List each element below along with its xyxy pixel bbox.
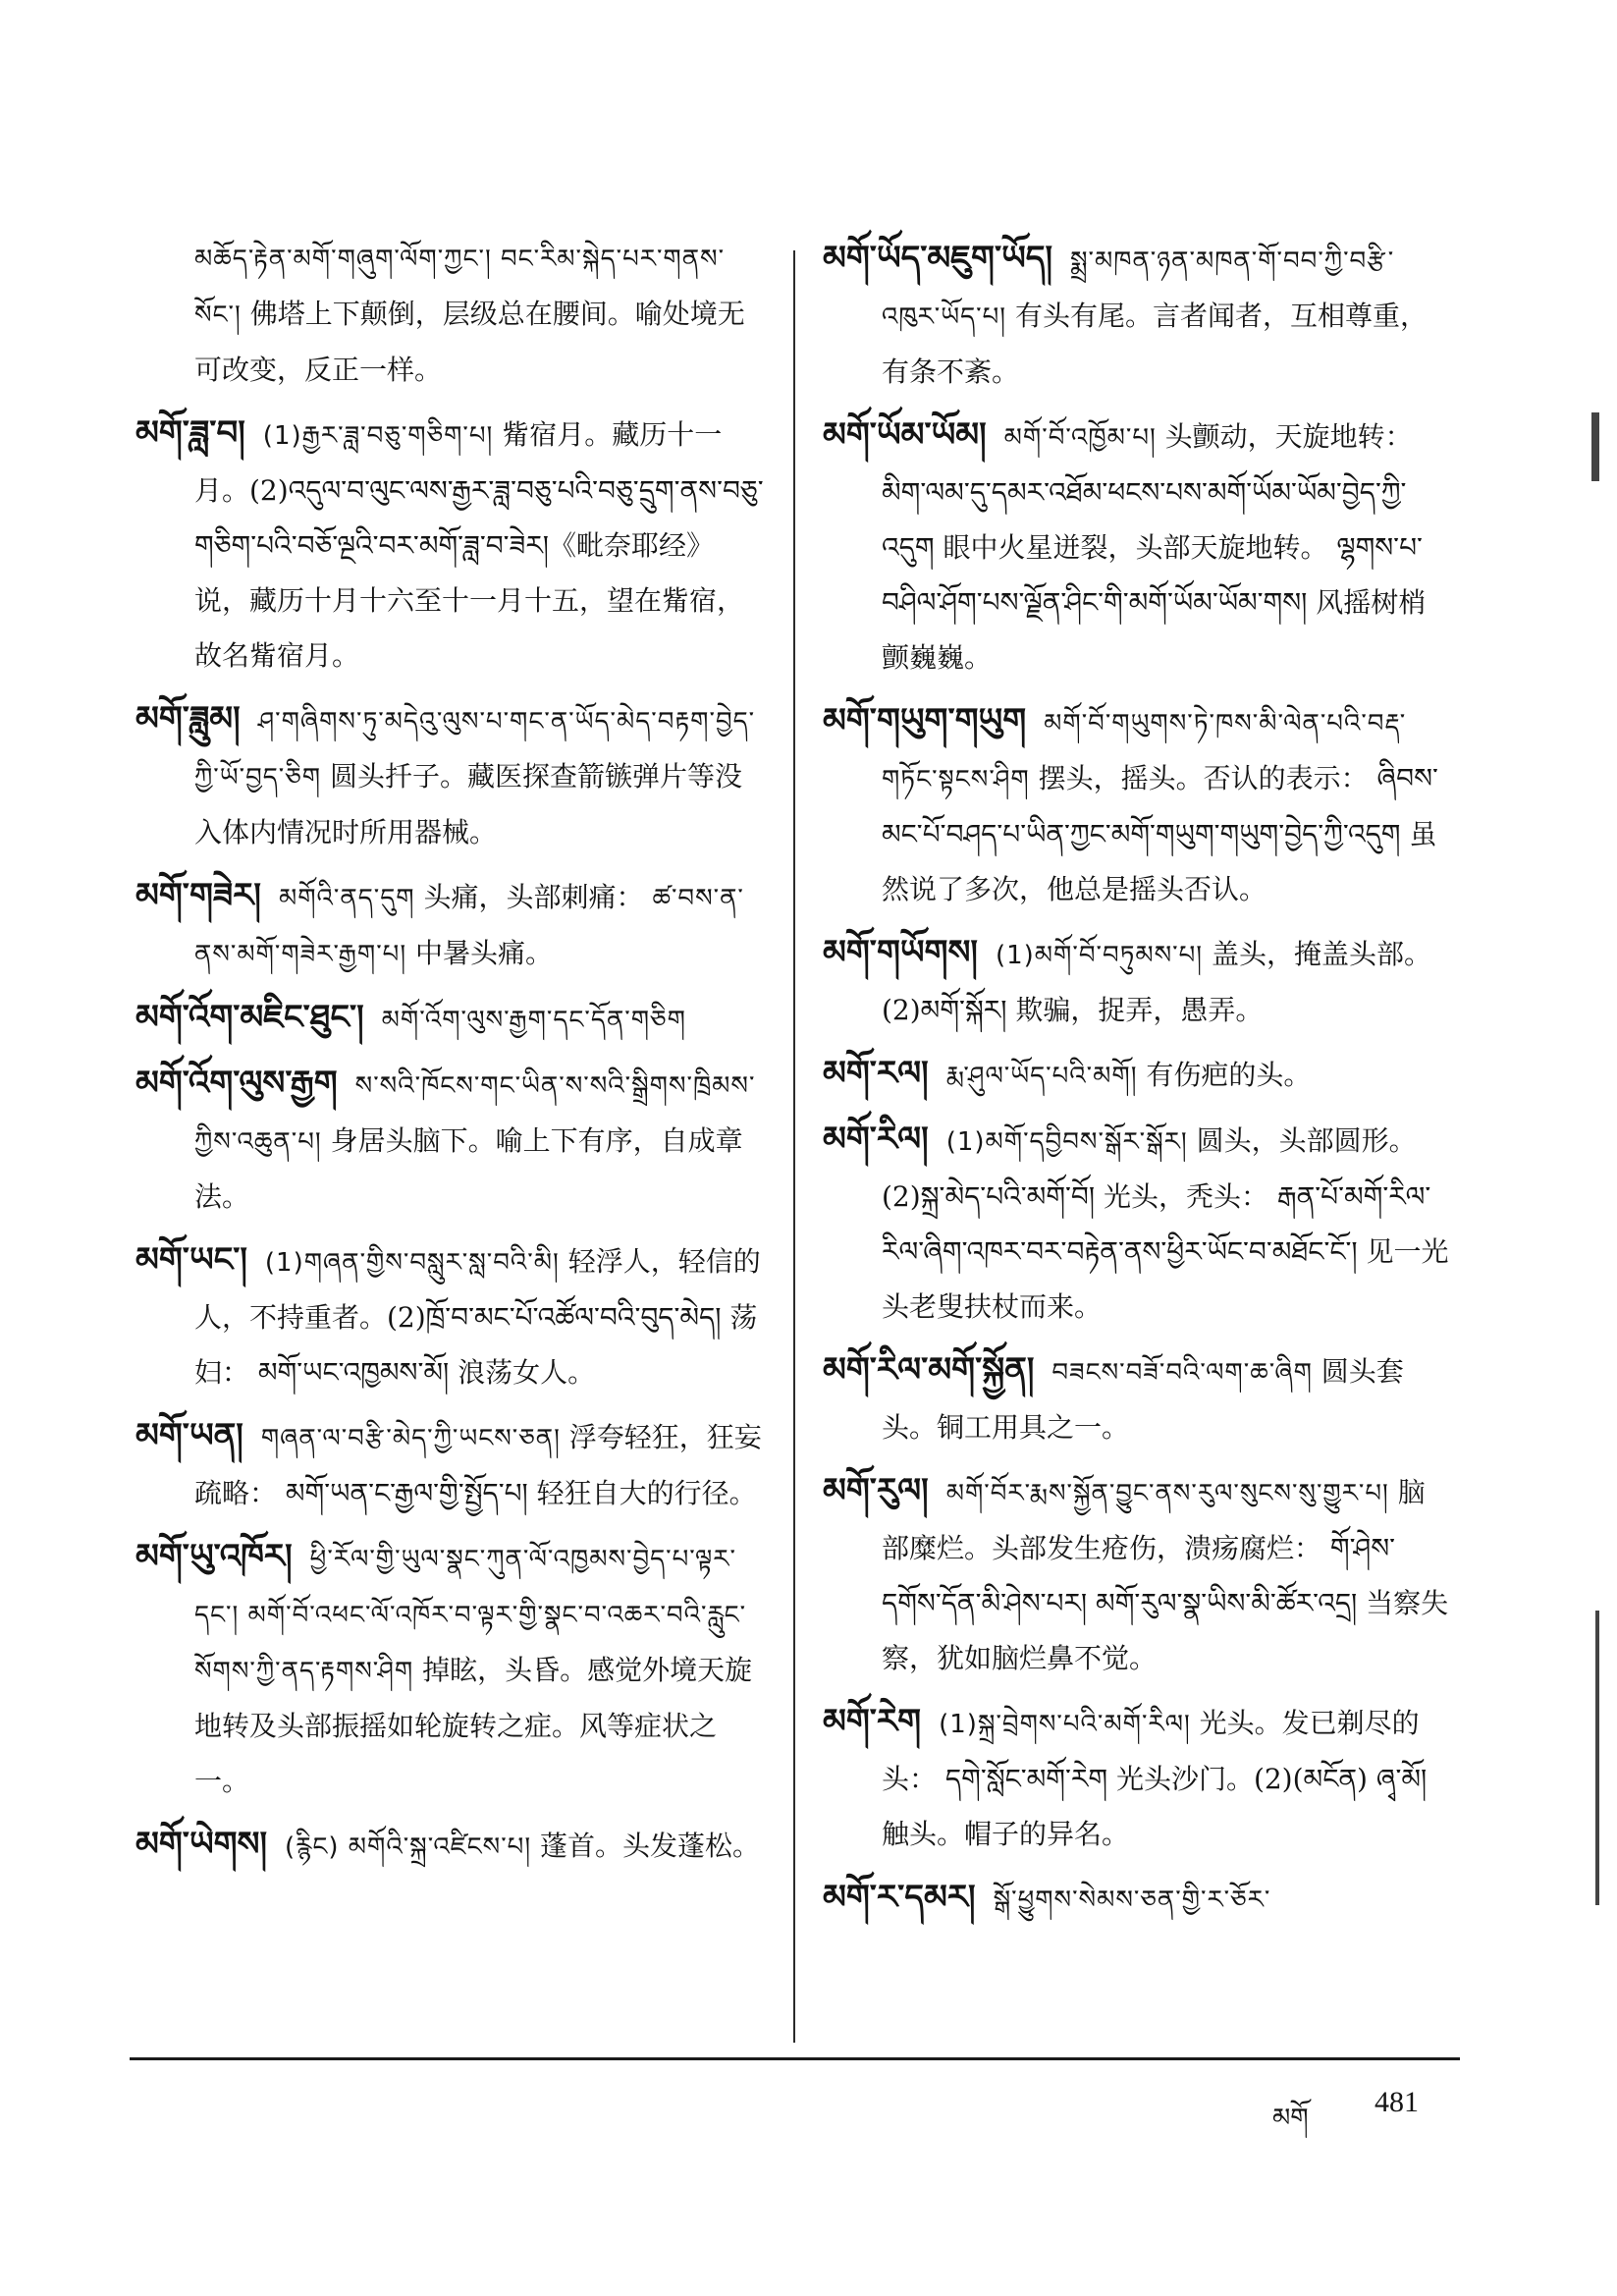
entry-r3 [823,925,1451,1038]
entry-tibetan: ཚ་བས་ན་ནས་མགོ་གཟེར་རྒྱག་པ། [194,884,744,969]
entry-0 [135,231,764,398]
edge-mark [1591,412,1599,481]
entry-chinese: 脑部糜烂。头部发生疮伤，溃疡腐烂： གོ་ཤེས་དགོས་དོན་མི་ཤེས་པར། མགོ་རུལ་སྣ་ཡིས་མི་ཚོར་འདྲ། 当察失察，犹如脑烂鼻不觉。 [882,1476,1449,1674]
entry-chinese: 佛塔上下颠倒，层级总在腰间。喻处境无可改变，反正一样。 [194,298,745,386]
headword: མགོ་རལ། [823,1054,929,1093]
headword: མགོ་ཡོམ་ཡོམ། [823,415,987,455]
entry-tibetan: མགོ་འོག་ལུས་རྒྱག་དང་དོན་གཅིག [381,1006,686,1035]
entry-chinese: 圆头套头。铜工用具之一。 [882,1355,1404,1444]
entry-tibetan: གཞན་ལ་བརྩི་མེད་ཀྱི་ཡངས་ཅན། [260,1424,561,1453]
entry-r2 [823,693,1451,917]
headword: མགོ་ཡེགས། [135,1825,268,1864]
headword: མགོ་རུལ། [823,1471,929,1510]
entry-chinese: 身居头脑下。喻上下有序，自成章法。 [194,1124,743,1213]
column-divider [793,250,795,2043]
headword: མགོ་འོག་ལུས་རྒྱག [135,1064,338,1103]
entry-chinese: 轻浮人，轻信的人，不持重者。(2)ཁྲོ་བ་མང་པོ་འཚོལ་བའི་བུད་མེད། 荡妇： མགོ་ཡང་འཁྱམས་མོ། 浪荡女人。 [194,1245,761,1389]
headword: མགོ་རེག [823,1702,922,1741]
entry-r4 [823,1046,1451,1104]
headword: མགོ་ཟླུམ། [135,699,241,738]
headword: མགོ་ཡོད་མཇུག་ཡོད། [823,239,1052,278]
entry-10 [135,1817,764,1875]
headword: མགོ་གཟེར། [135,876,261,915]
entry-chinese: 有头有尾。言者闻者，互相尊重，有条不紊。 [882,300,1428,388]
entry-r9 [823,1870,1451,1928]
entry-chinese: 头颤动，天旋地转： མིག་ལམ་དུ་དམར་འཐོམ་ཕངས་པས་མགོ་ཡོམ་ཡོམ་བྱེད་ཀྱི་འདུག 眼中火星迸裂，头部天旋地转。 ལྷགས་པ་བཤིལ་ཤོག་པས་ལྗོན་ཤིང་གི་མགོ་ཡོམ་ཡོམ་གས། 风摇树梢颤巍巍。 [882,420,1427,674]
entry-8 [135,1408,764,1521]
entry-tibetan: མཆོད་རྟེན་མགོ་གཞུག་ལོག་ཀྱང་། བང་རིམ་སྐེད་པར་གནས་སོང་། [194,245,726,330]
entry-chinese: 盖头，掩盖头部。(2)མགོ་སྐོར། 欺骗，捉弄，愚弄。 [882,938,1431,1026]
entry-tibetan: མགོའི་ནད་དུག [278,884,415,913]
entry-1 [135,406,764,683]
headword: མགོ་ཡུ་འཁོར། [135,1537,293,1576]
entry-chinese: 圆头扦子。藏医探查箭镞弹片等没入体内情况时所用器械。 [194,760,743,848]
edge-mark [1595,1611,1599,1905]
entry-tibetan: (1)མགོ་བོ་བཏུམས་པ། [995,941,1204,970]
left-column [135,231,764,1883]
entry-r5 [823,1112,1451,1335]
entry-tibetan: (1)རྒྱར་ཟླ་བཅུ་གཅིག་པ། [262,421,494,451]
page-number: 481 [1374,2086,1419,2118]
entry-3 [135,868,764,982]
entry-r0 [823,231,1451,400]
headword: མགོ་རིལ་མགོ་སྐྱོན། [823,1350,1035,1390]
entry-r6 [823,1342,1451,1455]
headword: མགོ་འོག་མཇིང་ཐུང་། [135,998,364,1037]
entry-chinese: 头痛，头部刺痛： [423,881,644,913]
headword: མགོ་ཡང་། [135,1240,247,1280]
entry-tibetan: (1)གཞན་གྱིས་བསླུར་སླ་བའི་མི། [264,1248,560,1278]
entry-9 [135,1529,764,1809]
entry-tibetan: ས་སའི་ཁོངས་གང་ཡིན་ས་སའི་སྒྲིགས་ཁྲིམས་ཀྱིས་འཆུན་པ། [194,1071,756,1157]
headword: མགོ་ཟླ་བ། [135,413,245,453]
entry-tibetan: སྒོ་ཕྱུགས་སེམས་ཅན་གྱི་ར་ཅོར་ [993,1886,1271,1915]
entry-chinese: 中暑头痛。 [415,937,554,969]
entry-r8 [823,1694,1451,1862]
entry-tibetan: (རྙིང) མགོའི་སྐྲ་འཛིངས་པ། [285,1832,532,1862]
headword: མགོ་ར་དམར། [823,1878,976,1917]
headword: མགོ་ཡན། [135,1416,243,1455]
headword: མགོ་གཡུག་གཡུག [823,701,1027,740]
entry-chinese: 蓬首。头发蓬松。 [540,1830,761,1862]
entry-6 [135,1056,764,1225]
entry-chinese: 光头。发已剃尽的头： དགེ་སློང་མགོ་རེག 光头沙门。(2)(མངོན) ཞྭ་མོ། 触头。帽子的异名。 [882,1707,1428,1850]
running-footer-word: མགོ [1272,2104,1309,2133]
entry-chinese: 摆头，摇头。否认的表示： ཞིབས་མང་པོ་བཤད་པ་ཡིན་ཀྱང་མགོ་གཡུག་གཡུག་བྱེད་ཀྱི་འདུག 虽然说了多次，他总是摇头否认。 [882,762,1438,905]
entry-2 [135,691,764,860]
entry-5 [135,990,764,1048]
entry-chinese: 有伤疤的头。 [1146,1059,1312,1091]
entry-tibetan: མགོ་བོ་གཡུགས་ཏེ་ཁས་མི་ལེན་པའི་བརྡ་གཏོང་སྟངས་ཤིག [882,709,1407,794]
headword: མགོ་གཡོགས། [823,933,978,972]
entry-tibetan: (1)སྐྲ་བྲེགས་པའི་མགོ་རིལ། [939,1710,1191,1739]
footer-rule [130,2057,1460,2060]
headword: མགོ་རིལ། [823,1120,929,1159]
entry-tibetan: མགོ་བོ་འཁྱོམ་པ། [1003,423,1157,453]
entry-tibetan: ཤ་གཞིགས་ཏུ་མདེའུ་ལུས་པ་གང་ན་ཡོད་མེད་བརྟག་བྱེད་ཀྱི་ཡོ་བྱད་ཅིག [194,707,756,793]
entry-tibetan: བཟངས་བཟོ་བའི་ལག་ཆ་ཞིག [1051,1358,1313,1388]
entry-7 [135,1232,764,1400]
right-column [823,231,1451,1936]
entry-tibetan: མགོ་བོར་རྨས་སྐྱོན་བྱུང་ནས་རུལ་སུངས་སུ་གྱུར་པ། [945,1479,1389,1508]
entry-chinese: 觜宿月。藏历十一月。(2)འདུལ་བ་ལུང་ལས་རྒྱར་ཟླ་བཅུ་པའི་བཅུ་དྲུག་ནས་བཅུ་གཅིག་པའི་བཅོ་ལྔའི་བར་མགོ་ཟླ་བ་ཟེར།《毗奈耶经》说，藏历十月十六至十一月十五，望在觜宿，故名觜宿月。 [194,418,764,672]
entry-chinese: 圆头，头部圆形。(2)སྐྲ་མེད་པའི་མགོ་བོ། 光头，秃头： རྒན་པོ་མགོ་རིལ་རིལ་ཞིག་འཁར་བར་བརྟེན་ནས་ཕྱིར་ཡོང་བ་མཐོང་ངོ་། 见一光头老叟扶杖而来。 [882,1124,1449,1323]
entry-r7 [823,1463,1451,1686]
entry-chinese: 掉眩，头昏。感觉外境天旋地转及头部振摇如轮旋转之症。风等症状之一。 [194,1654,753,1797]
entry-tibetan: (1)མགོ་དབྱིབས་སྒོར་སྒོར། [945,1127,1188,1157]
entry-tibetan: སྨྲ་མཁན་ཉན་མཁན་གོ་བབ་ཀྱི་བརྩི་འཁུར་ཡོད་པ། [882,246,1395,332]
entry-r1 [823,408,1451,685]
entry-tibetan: ཕྱི་རོལ་གྱི་ཡུལ་སྣང་ཀུན་ལོ་འཁྱམས་བྱེད་པ་ལྟར་དང་། མགོ་བོ་འཕང་ལོ་འཁོར་བ་ལྟར་གྱི་སྣང་བ་འཆར་བའི་རླུང་སོགས་ཀྱི་ནད་རྟགས་ཤིག [194,1545,747,1686]
entry-tibetan: རྨ་ཤུལ་ཡོད་པའི་མགོ། [945,1062,1138,1091]
entry-chinese: 浮夸轻狂，狂妄疏略： མགོ་ཡན་ང་རྒྱལ་གྱི་སྤྱོད་པ། 轻狂自大的行径。 [194,1421,762,1509]
